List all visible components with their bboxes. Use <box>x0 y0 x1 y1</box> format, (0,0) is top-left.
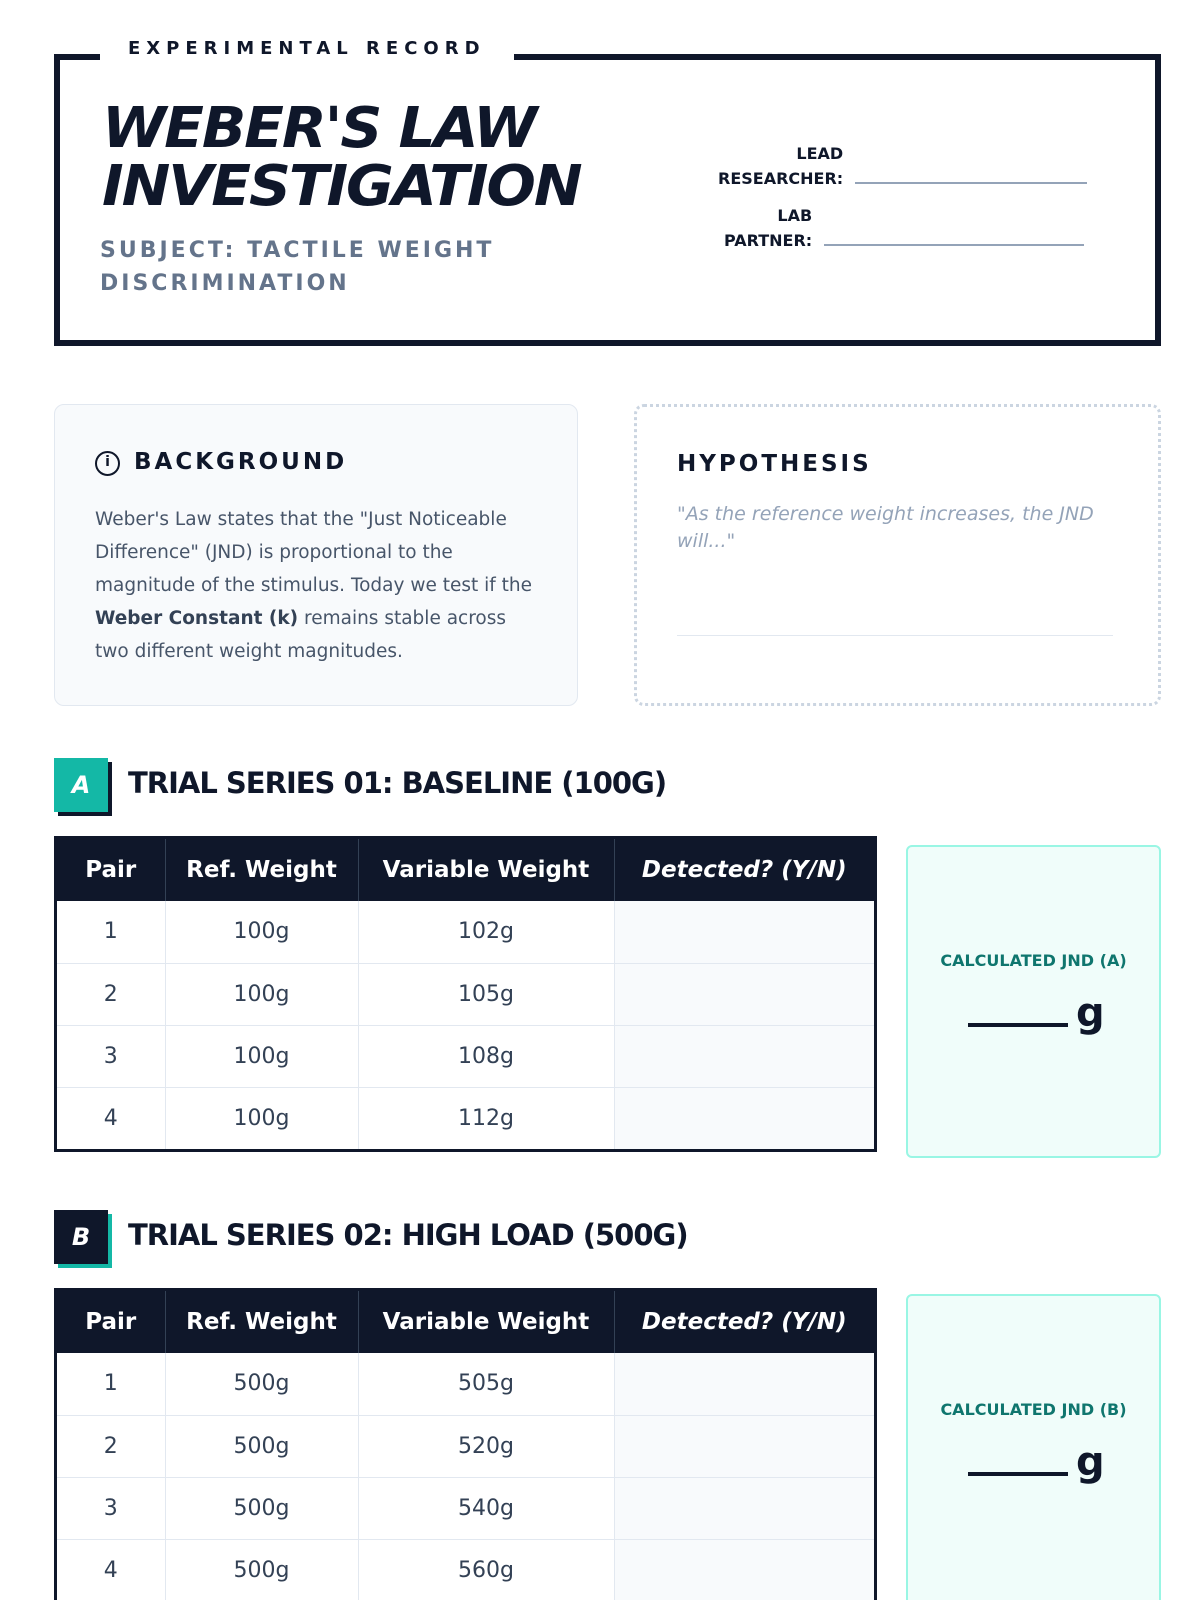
hypothesis-title: HYPOTHESIS <box>677 451 872 477</box>
ref-weight-cell: 100g <box>165 901 358 963</box>
detected-cell[interactable] <box>614 963 874 1025</box>
jnd-b-value <box>968 1439 1105 1485</box>
lab-partner-field[interactable] <box>724 203 1084 253</box>
series-b-badge: B <box>54 1210 108 1264</box>
col-pair: Pair <box>57 839 165 901</box>
col-ref-weight: Ref. Weight <box>165 839 358 901</box>
background-card <box>54 404 578 706</box>
title-line-2: INVESTIGATION <box>102 154 581 219</box>
series-a-title: TRIAL SERIES 01: BASELINE (100G) <box>128 766 667 800</box>
detected-cell[interactable] <box>614 1415 874 1477</box>
hypothesis-answer-line[interactable] <box>677 635 1113 636</box>
series-b-title: TRIAL SERIES 02: HIGH LOAD (500G) <box>128 1218 688 1252</box>
pair-cell: 1 <box>57 1353 165 1415</box>
jnd-b-blank[interactable] <box>968 1472 1068 1476</box>
variable-weight-cell: 520g <box>358 1415 614 1477</box>
ref-weight-cell: 500g <box>165 1353 358 1415</box>
variable-weight-cell: 105g <box>358 963 614 1025</box>
jnd-b-label: CALCULATED JND (B) <box>940 1400 1127 1419</box>
jnd-a-blank[interactable] <box>968 1023 1068 1027</box>
col-ref-weight: Ref. Weight <box>165 1291 358 1353</box>
variable-weight-cell: 102g <box>358 901 614 963</box>
jnd-a-card <box>906 845 1161 1158</box>
page-title <box>102 96 684 219</box>
lead-researcher-field[interactable] <box>718 141 1087 191</box>
subject-line: SUBJECT: TACTILE WEIGHT DISCRIMINATION <box>100 238 495 296</box>
pair-cell: 4 <box>57 1087 165 1149</box>
table-row <box>57 1539 874 1600</box>
background-title: BACKGROUND <box>134 449 348 475</box>
pair-cell: 4 <box>57 1539 165 1600</box>
background-text-bold: Weber Constant (k) <box>95 608 299 629</box>
detected-cell[interactable] <box>614 1539 874 1600</box>
pair-cell: 2 <box>57 963 165 1025</box>
lead-label-line-1: LEAD <box>796 144 844 163</box>
variable-weight-cell: 560g <box>358 1539 614 1600</box>
variable-weight-cell: 505g <box>358 1353 614 1415</box>
table-row <box>57 1025 874 1087</box>
pair-cell: 3 <box>57 1477 165 1539</box>
table-row <box>57 1353 874 1415</box>
table-header-row <box>57 1291 874 1353</box>
col-variable-weight: Variable Weight <box>358 839 614 901</box>
table-row <box>57 901 874 963</box>
hypothesis-placeholder[interactable]: "As the reference weight increases, the JND will..." <box>677 503 1094 552</box>
lab-partner-blank[interactable] <box>824 244 1084 246</box>
table-header-row <box>57 839 874 901</box>
ref-weight-cell: 500g <box>165 1415 358 1477</box>
col-pair: Pair <box>57 1291 165 1353</box>
table-row <box>57 1415 874 1477</box>
jnd-a-label: CALCULATED JND (A) <box>940 951 1127 970</box>
variable-weight-cell: 540g <box>358 1477 614 1539</box>
pair-cell: 1 <box>57 901 165 963</box>
lab-partner-label <box>724 203 812 253</box>
detected-cell[interactable] <box>614 1087 874 1149</box>
title-line-1: WEBER'S LAW <box>102 96 536 161</box>
background-text-part-2: remains stable across two different weight magnitudes. <box>95 608 507 662</box>
background-text <box>95 503 545 668</box>
jnd-a-unit: g <box>1076 990 1105 1036</box>
detected-cell[interactable] <box>614 1477 874 1539</box>
variable-weight-cell: 108g <box>358 1025 614 1087</box>
detected-cell[interactable] <box>614 1353 874 1415</box>
col-detected: Detected? (Y/N) <box>614 839 874 901</box>
ref-weight-cell: 100g <box>165 1025 358 1087</box>
table-row <box>57 1087 874 1149</box>
ref-weight-cell: 500g <box>165 1539 358 1600</box>
col-detected: Detected? (Y/N) <box>614 1291 874 1353</box>
series-a-badge: A <box>54 758 108 812</box>
table-row <box>57 1477 874 1539</box>
lead-researcher-blank[interactable] <box>855 182 1087 184</box>
pair-cell: 2 <box>57 1415 165 1477</box>
jnd-b-card <box>906 1294 1161 1600</box>
ref-weight-cell: 100g <box>165 1087 358 1149</box>
jnd-a-value <box>968 990 1105 1036</box>
variable-weight-cell: 112g <box>358 1087 614 1149</box>
jnd-b-unit: g <box>1076 1439 1105 1485</box>
col-variable-weight: Variable Weight <box>358 1291 614 1353</box>
series-b-table <box>54 1288 877 1600</box>
lead-researcher-label <box>718 141 843 191</box>
ref-weight-cell: 500g <box>165 1477 358 1539</box>
hypothesis-card[interactable] <box>634 404 1161 706</box>
detected-cell[interactable] <box>614 901 874 963</box>
partner-label-line-1: LAB <box>777 206 813 225</box>
ref-weight-cell: 100g <box>165 963 358 1025</box>
record-tag: EXPERIMENTAL RECORD <box>100 34 514 64</box>
info-icon: i <box>95 451 120 476</box>
series-a-table <box>54 836 877 1152</box>
pair-cell: 3 <box>57 1025 165 1087</box>
partner-label-line-2: PARTNER: <box>724 231 813 250</box>
detected-cell[interactable] <box>614 1025 874 1087</box>
lead-label-line-2: RESEARCHER: <box>718 169 844 188</box>
table-row <box>57 963 874 1025</box>
background-text-part-1: Weber's Law states that the "Just Noticeable Difference" (JND) is proportional to the magnitude of the stimulus. Today we test if the <box>95 509 533 596</box>
